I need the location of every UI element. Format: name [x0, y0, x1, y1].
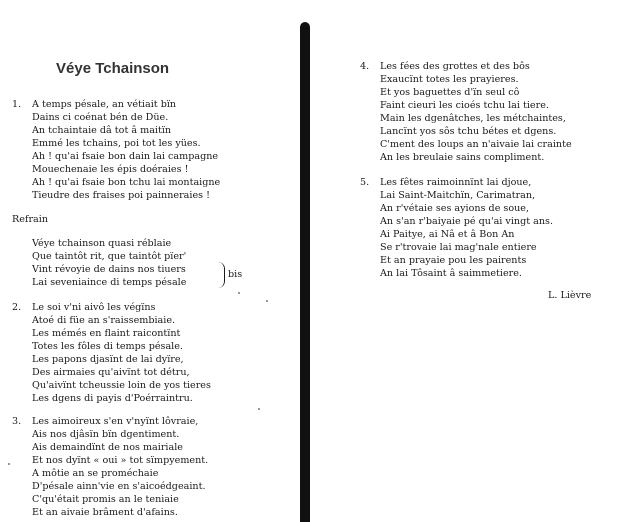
verse-line: C'qu'était promis an le teniaie [32, 494, 179, 505]
verse-line: Des airmaies qu'aivïnt tot détru, [32, 367, 190, 378]
verse-line: An les breulaie sains compliment. [380, 152, 545, 163]
verse-line: Et an aivaie brâment d'afains. [32, 507, 178, 518]
verse-line: An tchaintaie dâ tot â maitïn [32, 125, 172, 136]
verse-line: Lancïnt yos sôs tchu bétes et dgens. [380, 126, 557, 137]
scan-speck [238, 292, 240, 294]
verse-line: Les fêtes raimoinnïnt lai djoue, [380, 177, 532, 188]
stanza-5 [360, 176, 554, 280]
refrain-line: Que taintôt rit, que taintôt pïer' [32, 251, 187, 262]
stanza-number: 2. [12, 302, 22, 313]
stanza-number: 3. [12, 416, 22, 427]
refrain-label: Refrain [12, 214, 49, 225]
verse-line: Faint cieuri les cioés tchu lai tiere. [380, 100, 549, 111]
scan-speck [266, 300, 268, 302]
verse-line: Et nos dyïnt « oui » tot sïmpyement. [32, 455, 209, 466]
verse-line: Dains ci coénat bén de Düe. [32, 112, 169, 123]
verse-line: Les papons djasïnt de lai dyïre, [32, 354, 184, 365]
verse-line: Totes les fôles di temps pésale. [32, 341, 183, 352]
verse-line: Emmé les tchains, poi tot les yües. [32, 138, 201, 149]
verse-line: Mouechenaie les épis doéraies ! [32, 164, 189, 175]
verse-line: Ai Paitye, ai Nâ et â Bon An [380, 229, 515, 240]
verse-line: Le soi v'ni aivô les végïns [32, 302, 156, 313]
refrain-line: Véye tchainson quasi réblaie [32, 238, 172, 249]
verse-line: Les fées des grottes et des bôs [380, 61, 530, 72]
scan-speck [258, 408, 260, 410]
verse-line: Qu'aivïnt tcheussie loin de yos tieres [32, 380, 211, 391]
author-signature: L. Lièvre [548, 290, 592, 301]
verse-line: A temps pésale, an vétiait bïn [32, 99, 177, 110]
verse-line: Ais nos djâsïn bïn dgentiment. [32, 429, 180, 440]
stanza-number: 4. [360, 61, 370, 72]
verse-line: Ah ! qu'ai fsaie bon tchu lai montaigne [32, 177, 221, 188]
verse-line: An r'vétaie ses ayions de soue, [380, 203, 530, 214]
verse-line: Ais demaindïnt de nos mairiale [32, 442, 183, 453]
verse-line: An lai Tôsaint â saimmetiere. [380, 268, 522, 279]
repeat-brace [218, 262, 225, 288]
verse-line: Se r'trovaie lai mag'nale entiere [380, 242, 537, 253]
poem-title: Véye Tchainson [56, 60, 170, 77]
stanza-4 [360, 60, 572, 164]
verse-line: A môtie an se proméchaie [32, 468, 159, 479]
verse-line: C'ment des loups an n'aivaie lai crainte [380, 139, 572, 150]
verse-line: Lai Saint-Maitchïn, Carimatran, [380, 190, 536, 201]
verse-line: Ah ! qu'ai fsaie bon dain lai campagne [32, 151, 219, 162]
refrain-line: Vint révoyie de dains nos tiuers [32, 264, 186, 275]
verse-line: Les aimoireux s'en v'nyïnt lôvraie, [32, 416, 199, 427]
verse-line: An s'an r'baiyaie pé qu'ai vingt ans. [380, 216, 554, 227]
verse-line: Les mémés en flaint raicontïnt [32, 328, 181, 339]
refrain-line: Lai seveniaince di temps pésale [32, 277, 187, 288]
bis-marker: bis [228, 269, 243, 280]
verse-line: Tieudre des fraises poi painneraies ! [32, 190, 210, 201]
stanza-2 [12, 301, 211, 405]
verse-line: Et yos baguettes d'ïn seul cô [380, 87, 520, 98]
verse-line: Et an prayaie pou les pairents [380, 255, 527, 266]
stanza-number: 5. [360, 177, 370, 188]
scan-speck [8, 463, 10, 465]
stanza-3 [12, 415, 209, 519]
stanza-1 [12, 98, 221, 202]
verse-line: D'pésale ainn'vie en s'aicoédgeaint. [32, 481, 206, 492]
page-gutter-shadow [300, 22, 310, 522]
verse-line: Main les dgenâtches, les métchaintes, [380, 113, 566, 124]
refrain [32, 237, 186, 289]
verse-line: Atoé di füe an s'raissembiaie. [32, 315, 176, 326]
verse-line: Exaucïnt totes les prayieres. [380, 74, 519, 85]
verse-line: Les dgens di payis d'Poérraintru. [32, 393, 193, 404]
stanza-number: 1. [12, 99, 22, 110]
